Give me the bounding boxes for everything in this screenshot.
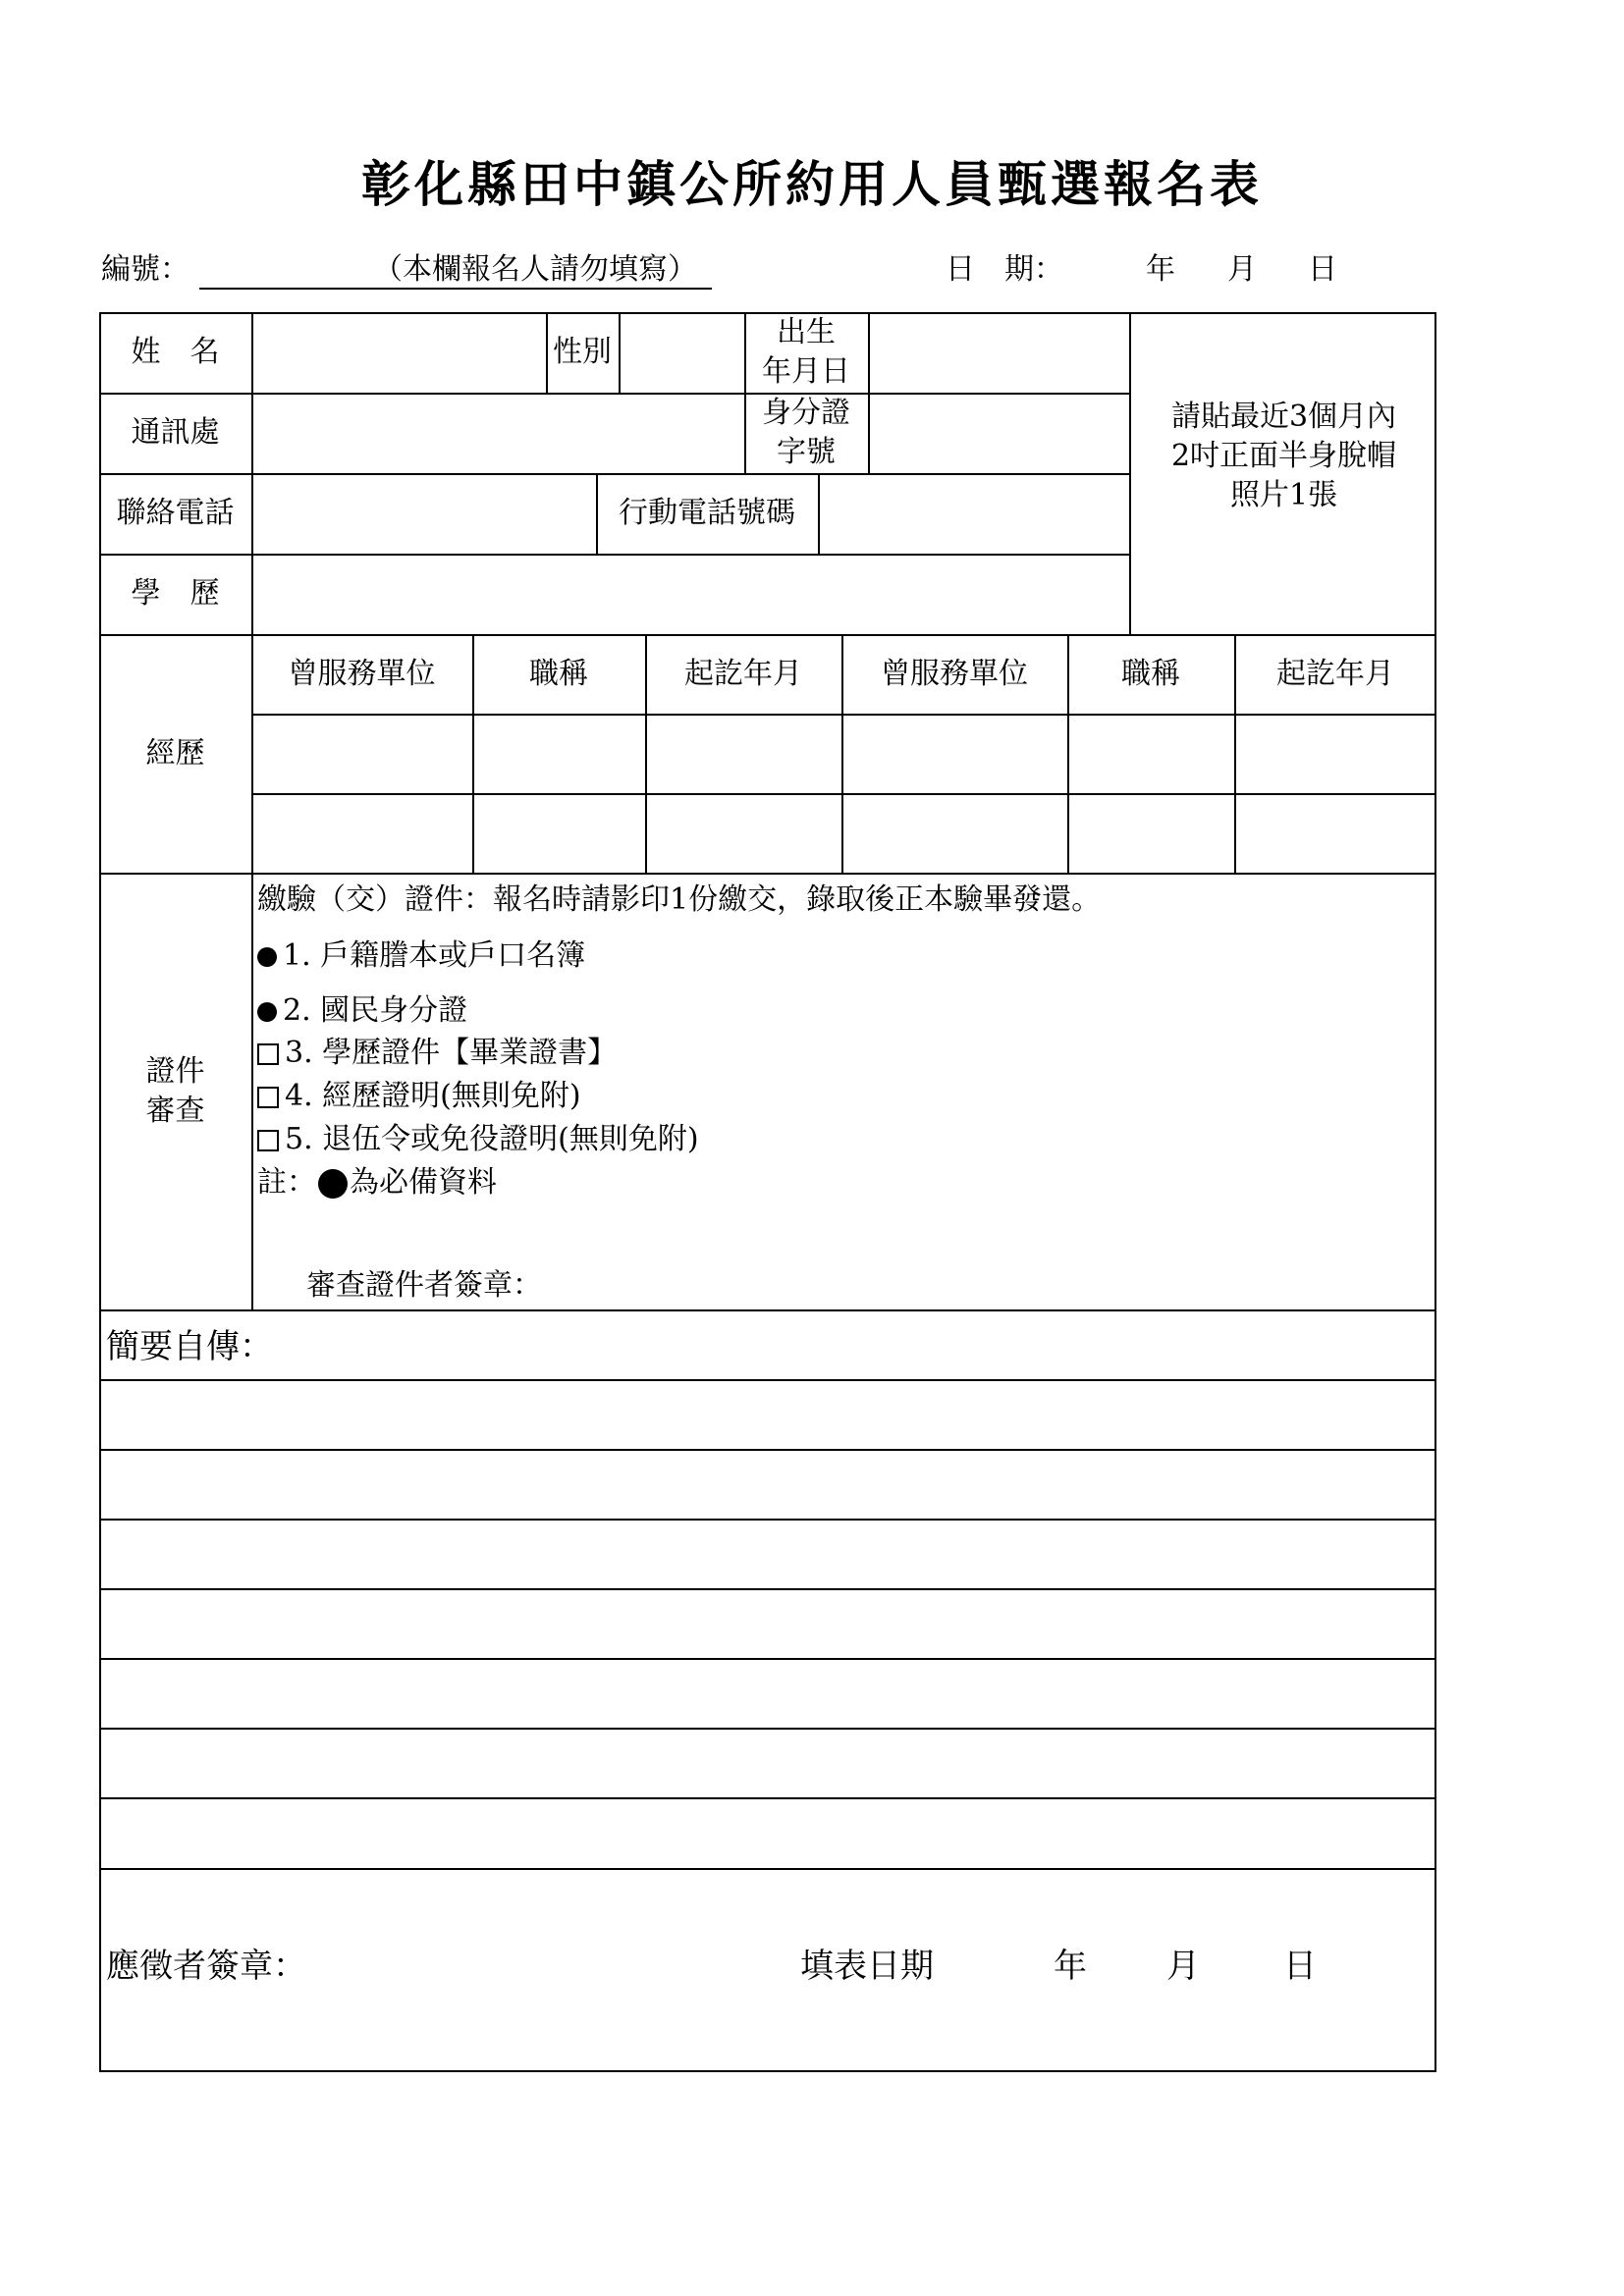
filled-circle-icon — [257, 1002, 277, 1022]
exp-row2-unit-1[interactable] — [253, 795, 470, 871]
birth-label-line1: 出生 — [777, 315, 836, 349]
exp-row1-period-2[interactable] — [1236, 716, 1435, 791]
gender-label: 性別 — [553, 335, 612, 369]
phone-label: 聯絡電話 — [116, 496, 235, 530]
autobiography-line-1[interactable] — [101, 1381, 1435, 1447]
autobiography-line-2[interactable] — [101, 1451, 1435, 1517]
exp-row2-title-1[interactable] — [474, 795, 643, 871]
filled-circle-icon — [318, 1169, 348, 1199]
id-label-line2: 字號 — [777, 435, 836, 469]
id-number-input[interactable] — [870, 395, 1127, 471]
id-label-line1: 身分證 — [762, 396, 850, 430]
doc-item-military-cert[interactable] — [257, 1120, 699, 1159]
autobiography-line-7[interactable] — [101, 1799, 1435, 1866]
phone-input[interactable] — [253, 475, 594, 552]
reviewer-signature-label: 審查證件者簽章： — [306, 1268, 542, 1303]
birth-date-input[interactable] — [870, 314, 1127, 391]
doc-item-experience-cert[interactable] — [257, 1077, 581, 1116]
exp-row1-title-1[interactable] — [474, 716, 643, 791]
address-input[interactable] — [253, 395, 742, 471]
photo-area[interactable] — [1131, 393, 1436, 520]
mobile-label: 行動電話號碼 — [619, 496, 795, 530]
exp-header-period-1: 起訖年月 — [684, 656, 802, 691]
mobile-input[interactable] — [820, 475, 1127, 552]
name-input[interactable] — [253, 314, 544, 391]
exp-row2-unit-2[interactable] — [843, 795, 1065, 871]
form-title: 彰化縣田中鎮公所約用人員甄選報名表 — [361, 155, 1263, 213]
doc-item-military-cert-text: 5. 退伍令或免役證明(無則免附) — [285, 1122, 699, 1156]
exp-row1-period-1[interactable] — [647, 716, 839, 791]
birth-label-line2: 年月日 — [762, 354, 850, 389]
documents-label — [99, 873, 251, 1309]
fill-date-year: 年 — [1054, 1947, 1087, 1986]
id-label — [744, 393, 868, 473]
autobiography-line-4[interactable] — [101, 1590, 1435, 1656]
education-input[interactable] — [253, 556, 1127, 632]
address-label: 通訊處 — [131, 415, 220, 450]
documents-label-line2: 審查 — [145, 1093, 205, 1128]
exp-header-unit-1: 曾服務單位 — [288, 656, 436, 691]
gender-input[interactable] — [621, 314, 742, 391]
date-label: 日 期： — [946, 252, 1063, 287]
doc-item-national-id[interactable] — [257, 991, 467, 1031]
documents-note — [257, 1163, 497, 1202]
exp-row1-unit-1[interactable] — [253, 716, 470, 791]
name-label: 姓 名 — [131, 335, 220, 369]
autobiography-label: 簡要自傳： — [106, 1327, 273, 1366]
checkbox-icon[interactable] — [257, 1043, 279, 1065]
date-day: 日 — [1308, 252, 1337, 287]
exp-header-unit-2: 曾服務單位 — [881, 656, 1028, 691]
photo-instruction-line2: 2吋正面半身脫帽 — [1170, 439, 1397, 473]
checkbox-icon[interactable] — [257, 1087, 279, 1108]
exp-row1-unit-2[interactable] — [843, 716, 1065, 791]
exp-row2-period-2[interactable] — [1236, 795, 1435, 871]
date-month: 月 — [1227, 252, 1257, 287]
birth-label — [744, 312, 868, 393]
exp-header-title-2: 職稱 — [1121, 656, 1180, 691]
doc-item-national-id-text: 2. 國民身分證 — [283, 993, 468, 1028]
experience-label: 經歷 — [145, 735, 205, 771]
photo-instruction-line1: 請貼最近3個月內 — [1170, 400, 1397, 434]
exp-row2-title-2[interactable] — [1069, 795, 1232, 871]
checkbox-icon[interactable] — [257, 1130, 279, 1151]
doc-item-diploma[interactable] — [257, 1034, 617, 1073]
autobiography-line-3[interactable] — [101, 1521, 1435, 1586]
exp-header-title-1: 職稱 — [529, 656, 588, 691]
number-label: 編號： — [101, 252, 189, 287]
fill-date-day: 日 — [1283, 1947, 1317, 1986]
exp-header-period-2: 起訖年月 — [1276, 656, 1394, 691]
exp-row1-title-2[interactable] — [1069, 716, 1232, 791]
applicant-signature-label: 應徵者簽章： — [106, 1947, 306, 1986]
exp-row2-period-1[interactable] — [647, 795, 839, 871]
doc-item-household-text: 1. 戶籍謄本或戶口名簿 — [283, 938, 586, 973]
doc-item-diploma-text: 3. 學歷證件【畢業證書】 — [285, 1036, 618, 1070]
autobiography-line-6[interactable] — [101, 1730, 1435, 1795]
note-text: 為必備資料 — [350, 1165, 497, 1200]
fill-date-month: 月 — [1166, 1947, 1200, 1986]
photo-instruction-line3: 照片1張 — [1229, 478, 1338, 512]
doc-item-experience-cert-text: 4. 經歷證明(無則免附) — [285, 1079, 581, 1113]
filled-circle-icon — [257, 947, 277, 967]
documents-label-line1: 證件 — [145, 1053, 205, 1089]
number-note: （本欄報名人請勿填寫） — [373, 252, 697, 287]
fill-date-label: 填表日期 — [800, 1947, 934, 1986]
autobiography-line-5[interactable] — [101, 1660, 1435, 1726]
documents-intro: 繳驗（交）證件：報名時請影印1份繳交，錄取後正本驗畢發還。 — [257, 882, 1102, 917]
education-label: 學 歷 — [131, 576, 220, 611]
date-year: 年 — [1146, 252, 1175, 287]
note-prefix: 註： — [257, 1165, 316, 1200]
doc-item-household[interactable] — [257, 936, 585, 976]
